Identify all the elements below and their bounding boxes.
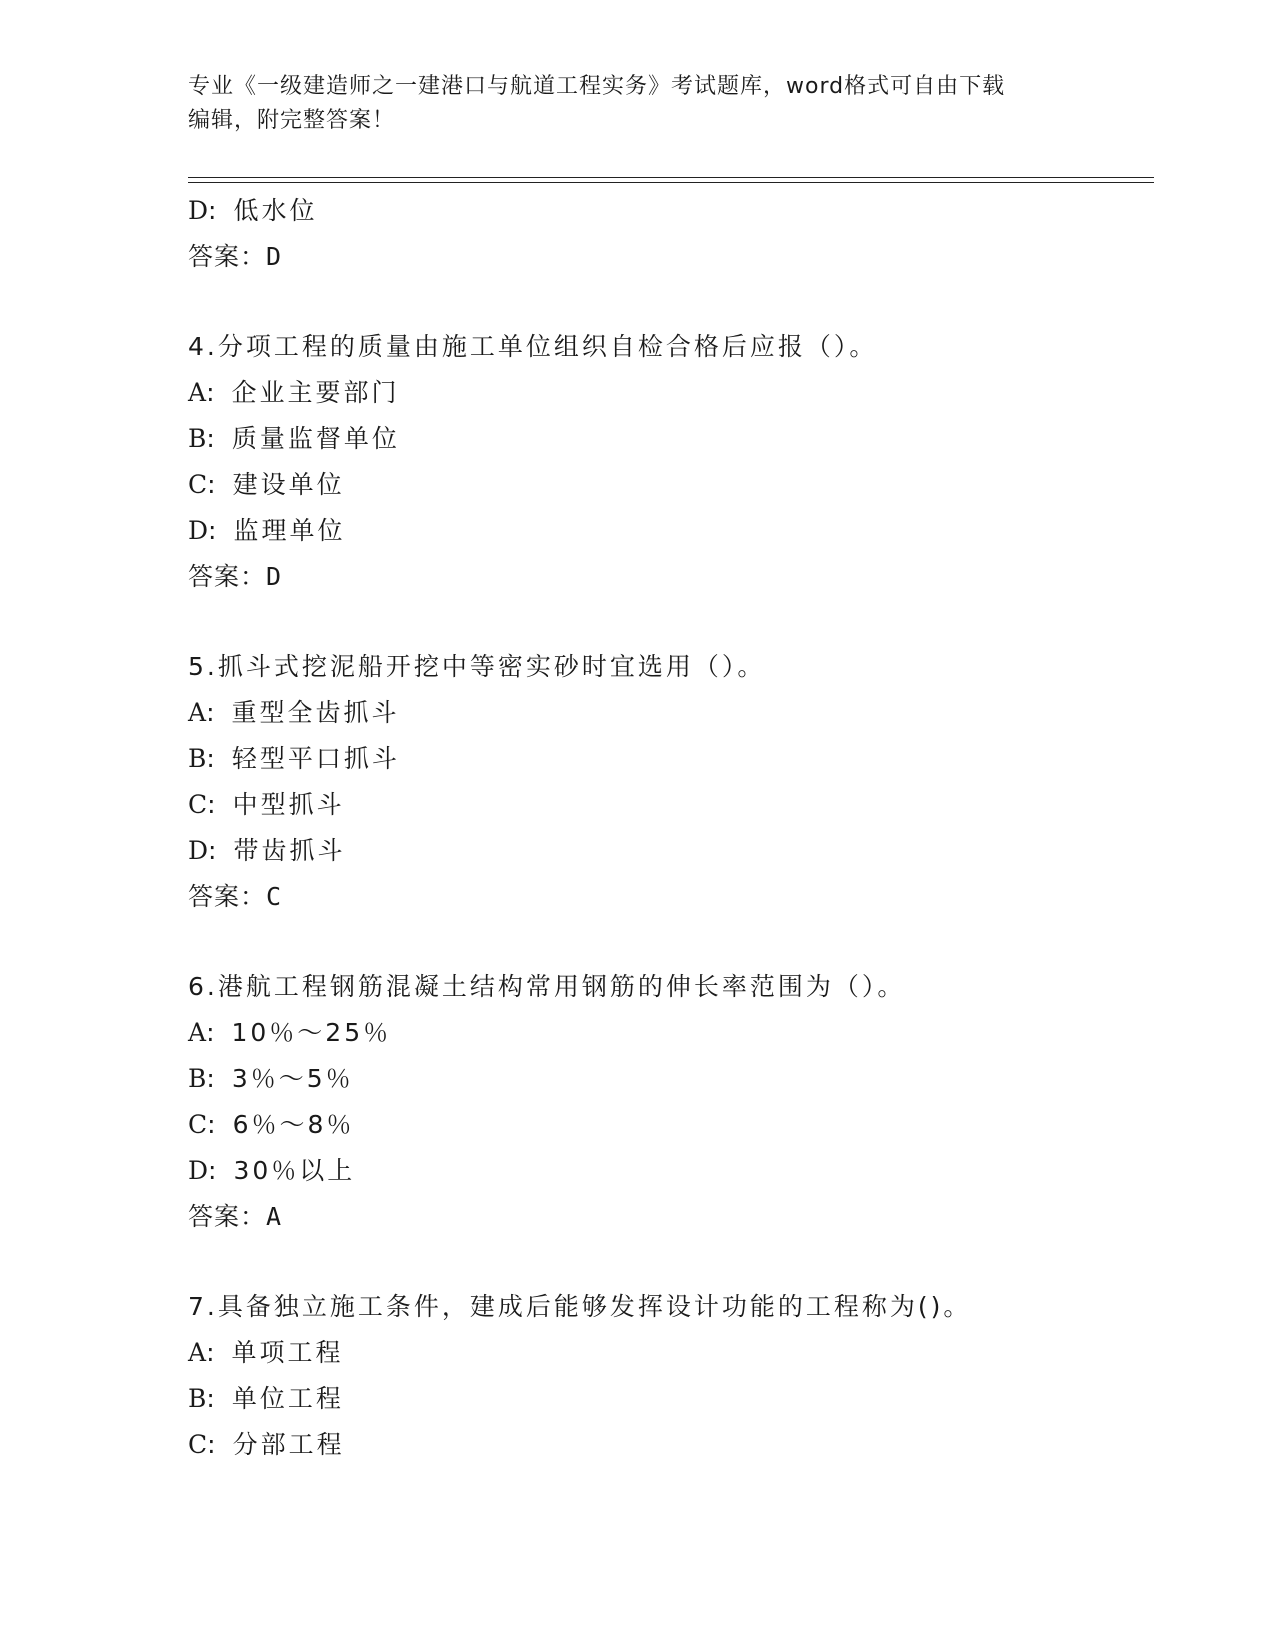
option-key: D [188,196,209,225]
header-line-2: 编辑，附完整答案！ [188,108,396,133]
option-item [188,188,1148,234]
option-key: B [188,424,207,453]
option-key: A [188,1018,207,1047]
option-separator: : [206,1384,218,1413]
option-key: A [188,378,207,407]
option-separator: : [208,516,220,545]
answer-value: D [266,242,283,271]
answer-label: 答案： [188,882,267,911]
header-divider-bottom [188,182,1154,183]
answer-label: 答案： [188,242,267,271]
option-item [188,370,1148,416]
option-item [188,1056,1148,1102]
option-separator: : [207,1110,219,1139]
option-item [188,1010,1148,1056]
option-text: 3％～5％ [231,1064,354,1093]
answer-label: 答案： [188,562,267,591]
option-separator: : [206,1338,218,1367]
option-item [188,1376,1148,1422]
option-text: 6％～8％ [232,1110,355,1139]
question-item [188,644,1148,920]
option-item [188,690,1148,736]
option-key: B [188,1064,207,1093]
question-fragment [188,188,1148,280]
option-separator: : [206,698,218,727]
answer-value: D [266,562,283,591]
option-text: 建设单位 [232,470,345,499]
option-separator: : [207,790,219,819]
option-key: C [188,470,208,499]
option-text: 轻型平口抓斗 [231,744,400,773]
question-stem: 4.分项工程的质量由施工单位组织自检合格后应报（）。 [188,332,878,361]
answer-value: A [266,1202,283,1231]
question-stem: 7.具备独立施工条件，建成后能够发挥设计功能的工程称为()。 [188,1292,972,1321]
document-header [188,70,1088,138]
option-key: D [188,516,209,545]
option-item [188,416,1148,462]
header-divider-top [188,177,1154,178]
option-separator: : [208,1156,220,1185]
option-separator: : [207,1430,219,1459]
question-item [188,324,1148,600]
option-separator: : [208,196,220,225]
option-text: 企业主要部门 [231,378,400,407]
header-line-1: 专业《一级建造师之一建港口与航道工程实务》考试题库，word格式可自由下载 [188,74,1006,99]
question-item [188,964,1148,1240]
answer-label: 答案： [188,1202,267,1231]
option-text: 质量监督单位 [231,424,400,453]
option-text: 单位工程 [231,1384,344,1413]
option-text: 10％～25％ [231,1018,392,1047]
option-separator: : [207,470,219,499]
option-separator: : [206,378,218,407]
option-item [188,782,1148,828]
option-key: A [188,698,207,727]
option-text: 分部工程 [232,1430,345,1459]
option-text: 中型抓斗 [232,790,345,819]
option-item [188,1102,1148,1148]
option-item [188,1148,1148,1194]
option-separator: : [206,1064,218,1093]
option-key: C [188,1110,208,1139]
answer-line [188,554,1148,600]
option-item [188,736,1148,782]
option-key: D [188,836,209,865]
option-item [188,508,1148,554]
option-key: A [188,1338,207,1367]
answer-line [188,234,1148,280]
option-separator: : [206,1018,218,1047]
option-text: 监理单位 [233,516,346,545]
question-stem: 5.抓斗式挖泥船开挖中等密实砂时宜选用（）。 [188,652,766,681]
option-key: C [188,790,208,819]
option-separator: : [208,836,220,865]
answer-value: C [266,882,283,911]
option-key: D [188,1156,209,1185]
option-text: 重型全齿抓斗 [231,698,400,727]
option-text: 低水位 [233,196,318,225]
answer-line [188,874,1148,920]
option-key: B [188,1384,207,1413]
question-list [188,188,1148,1468]
option-text: 单项工程 [231,1338,344,1367]
option-item [188,1330,1148,1376]
option-key: B [188,744,207,773]
question-stem: 6.港航工程钢筋混凝土结构常用钢筋的伸长率范围为（）。 [188,972,906,1001]
question-item [188,1284,1148,1468]
option-text: 带齿抓斗 [233,836,346,865]
option-item [188,462,1148,508]
option-separator: : [206,424,218,453]
option-item [188,828,1148,874]
option-text: 30％以上 [233,1156,356,1185]
option-item [188,1422,1148,1468]
option-separator: : [206,744,218,773]
option-key: C [188,1430,208,1459]
answer-line [188,1194,1148,1240]
